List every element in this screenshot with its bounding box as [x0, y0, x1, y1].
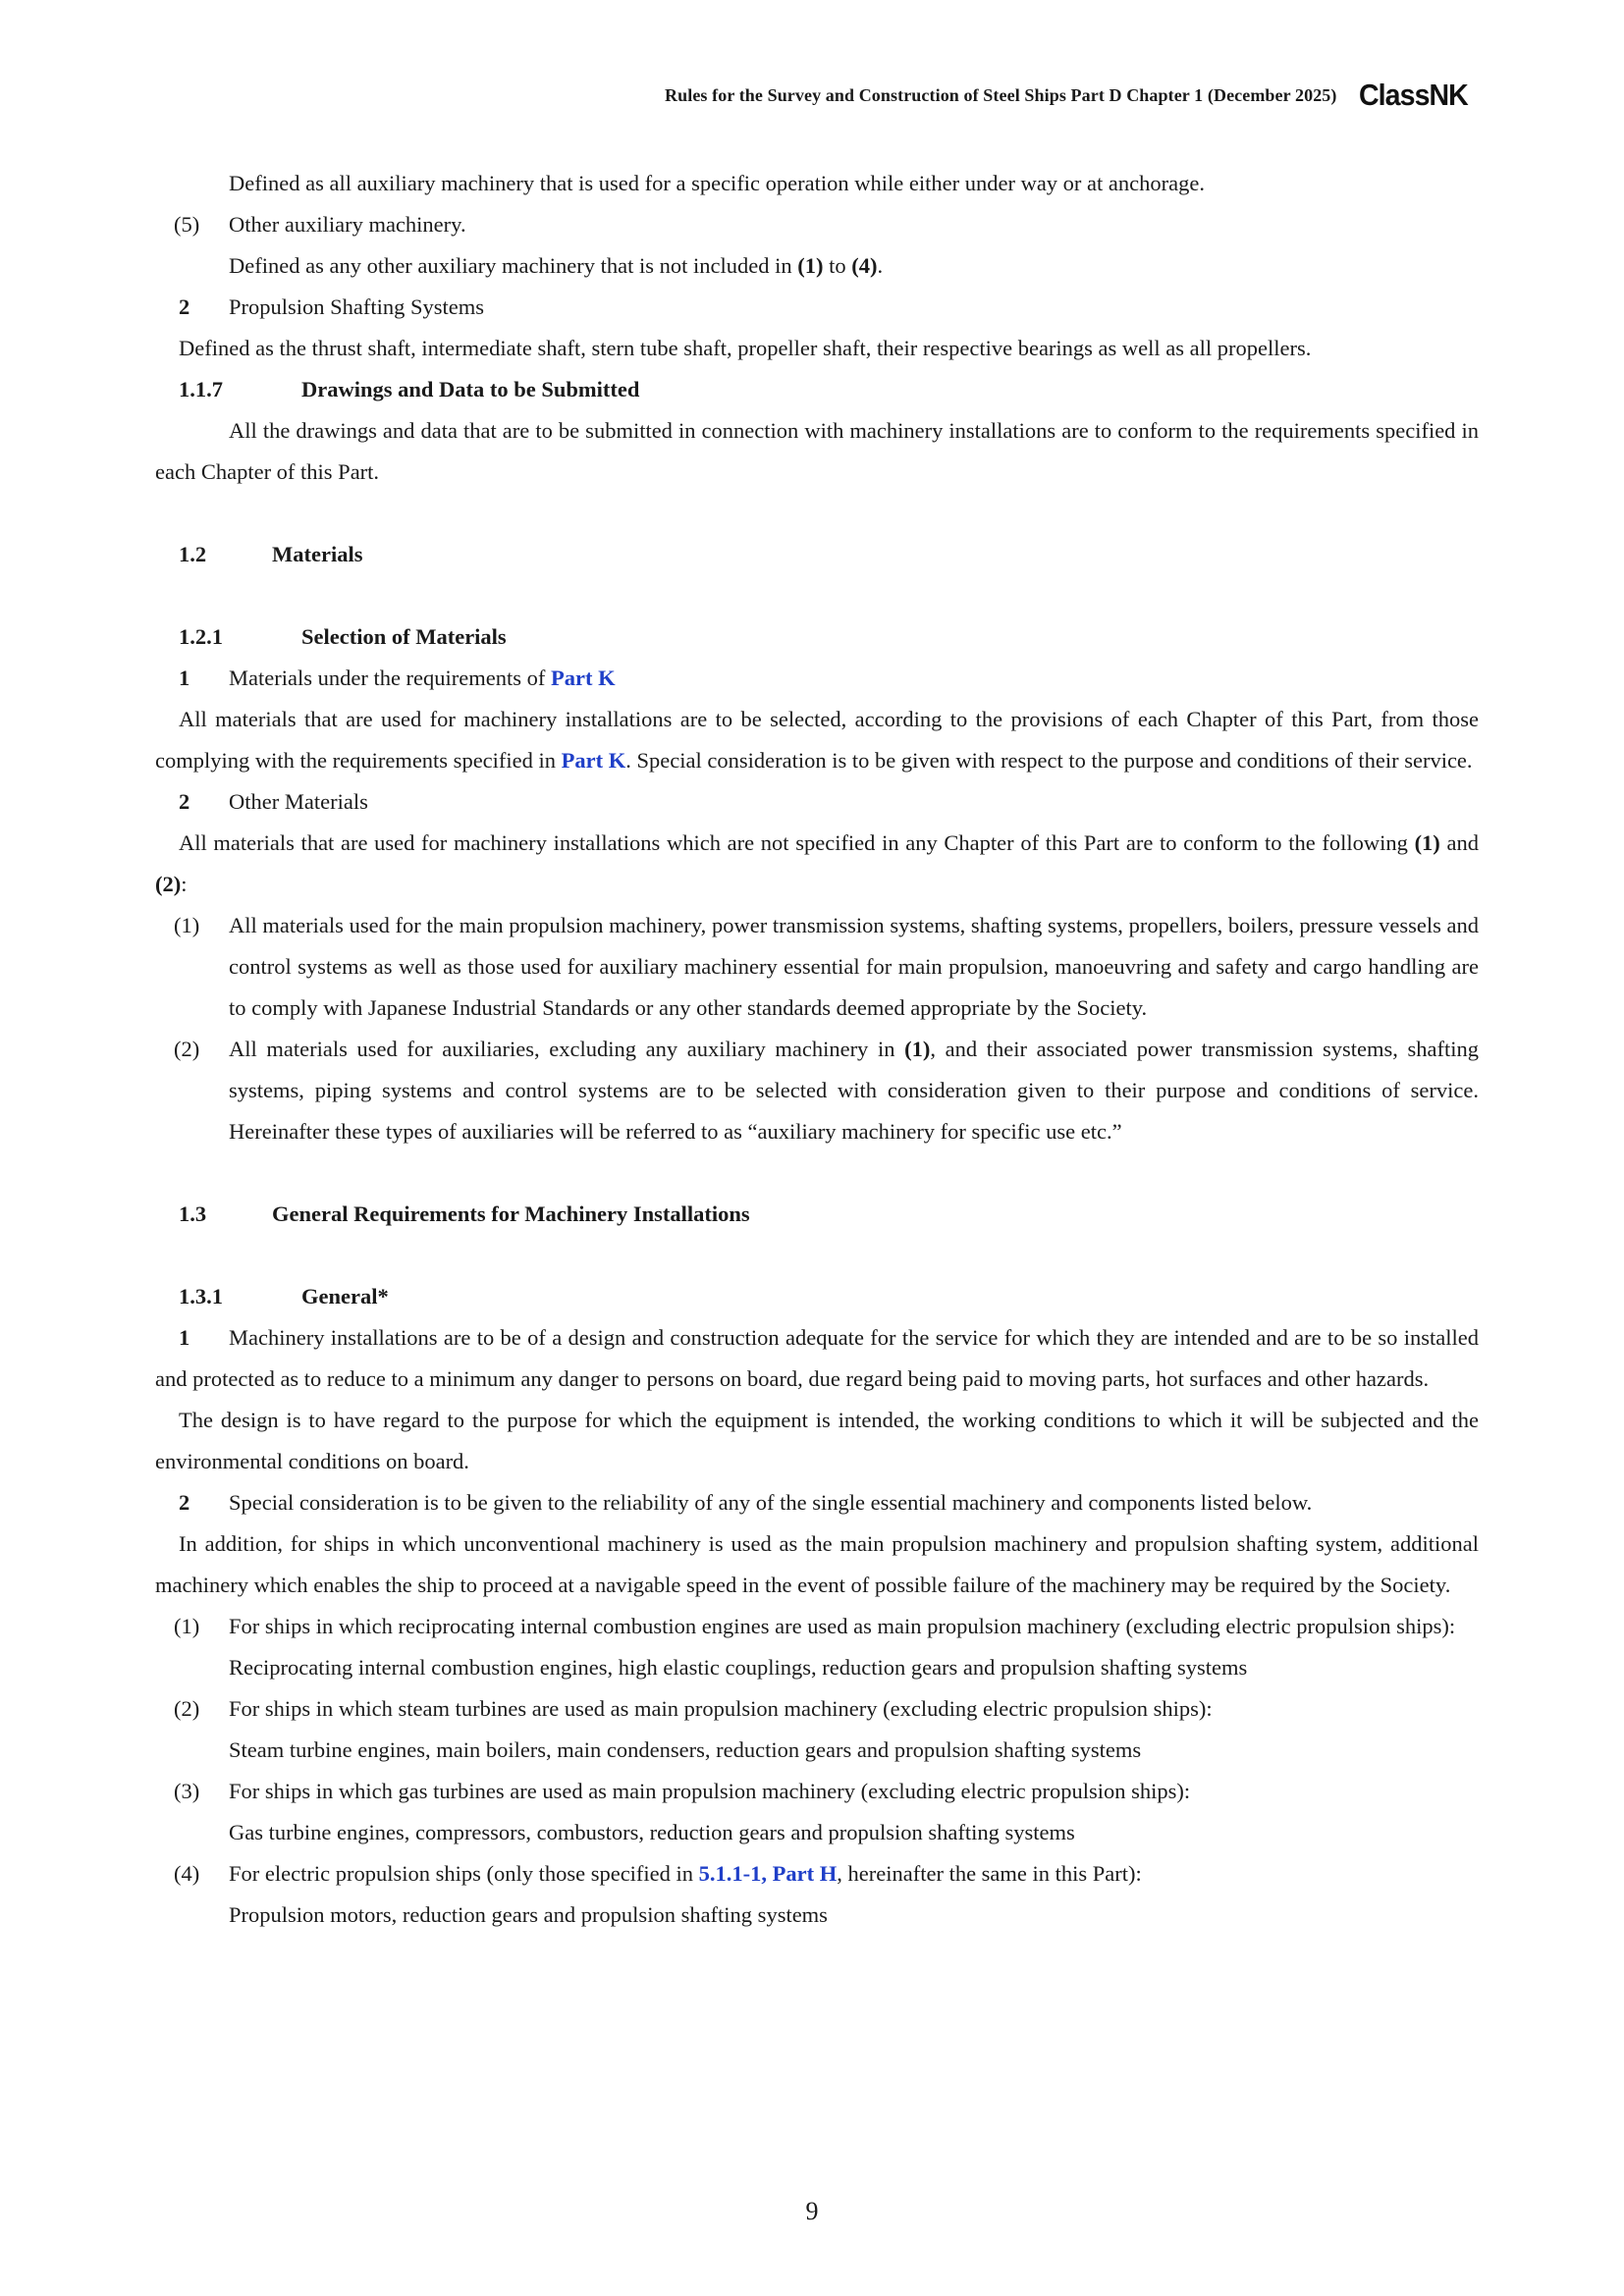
list-item: (2) All materials used for auxiliaries, excluding any auxiliary machinery in (1), and their associated power transmission systems, shafting systems, piping systems and control systems are to be selected with consideration given to their purpose and conditions of service. Hereinafter these types of auxiliaries will be referred to as “auxiliary machinery for specific use etc.”	[155, 1029, 1479, 1152]
subsection-heading: 1.1.7 Drawings and Data to be Submitted	[179, 377, 640, 401]
paragraph: Defined as all auxiliary machinery that is used for a specific operation while either under way or at anchorage.	[229, 171, 1205, 195]
list-item: (2) For ships in which steam turbines are used as main propulsion machinery (excluding electric propulsion ships):	[155, 1688, 1479, 1730]
list-marker: (1)	[174, 913, 200, 937]
part-k-link[interactable]: Part K	[561, 748, 626, 773]
list-marker: (2)	[174, 1037, 200, 1061]
numbered-paragraph: 1 Materials under the requirements of Part K	[179, 666, 616, 690]
numbered-paragraph: 2 Other Materials	[179, 789, 368, 814]
classnk-logo: ClassNK	[1358, 78, 1468, 112]
list-item-detail: Reciprocating internal combustion engines, high elastic couplings, reduction gears and propulsion shafting systems	[229, 1655, 1248, 1680]
list-marker: (1)	[174, 1614, 200, 1638]
header-title: Rules for the Survey and Construction of Steel Ships Part D Chapter 1 (December 2025)	[665, 85, 1337, 105]
list-marker: (4)	[174, 1861, 200, 1886]
numbered-paragraph: 1 Machinery installations are to be of a design and construction adequate for the service for which they are intended and are to be so installed and protected as to reduce to a minimum any danger to persons on board, due regard being paid to moving parts, hot surfaces and other hazards.	[155, 1325, 1479, 1391]
page-header	[665, 75, 1477, 116]
list-item-detail: Propulsion motors, reduction gears and propulsion shafting systems	[229, 1902, 828, 1927]
list-marker: (2)	[174, 1696, 200, 1721]
list-item: (5) Other auxiliary machinery.	[155, 204, 1479, 245]
paragraph: In addition, for ships in which unconventional machinery is used as the main propulsion machinery and propulsion shafting system, additional machinery which enables the ship to proceed at a navigable speed in the event of possible failure of the machinery may be required by the Society.	[155, 1531, 1479, 1597]
subsection-heading: 1.2.1 Selection of Materials	[179, 624, 507, 649]
numbered-paragraph: 2 Special consideration is to be given to the reliability of any of the single essential machinery and components listed below.	[179, 1490, 1313, 1515]
paragraph: Defined as the thrust shaft, intermediate shaft, stern tube shaft, propeller shaft, their respective bearings as well as all propellers.	[179, 336, 1312, 360]
part-h-link[interactable]: 5.1.1-1, Part H	[698, 1861, 838, 1886]
part-k-link[interactable]: Part K	[551, 666, 616, 690]
paragraph: All materials that are used for machinery installations are to be selected, according to the provisions of each Chapter of this Part, from those complying with the requirements specified in Part K. Special consideration is to be given with respect to the purpose and conditions of their service.	[155, 707, 1479, 773]
numbered-paragraph: 2 Propulsion Shafting Systems	[179, 294, 485, 319]
list-item: (4) For electric propulsion ships (only those specified in 5.1.1-1, Part H, hereinafter the same in this Part):	[155, 1853, 1479, 1895]
list-item: (1) All materials used for the main propulsion machinery, power transmission systems, shafting systems, propellers, boilers, pressure vessels and control systems as well as those used for auxiliary machinery essential for main propulsion, manoeuvring and safety and cargo handling are to comply with Japanese Industrial Standards or any other standards deemed appropriate by the Society.	[155, 905, 1479, 1029]
paragraph: The design is to have regard to the purpose for which the equipment is intended, the working conditions to which it will be subjected and the environmental conditions on board.	[155, 1408, 1479, 1473]
section-heading: 1.2 Materials	[179, 542, 363, 566]
paragraph: Defined as any other auxiliary machinery that is not included in (1) to (4).	[229, 253, 884, 278]
page-number: 9	[805, 2197, 819, 2225]
list-item-detail: Gas turbine engines, compressors, combustors, reduction gears and propulsion shafting systems	[229, 1820, 1075, 1844]
document-body	[155, 163, 1479, 1936]
list-item-detail: Steam turbine engines, main boilers, main condensers, reduction gears and propulsion shafting systems	[229, 1737, 1142, 1762]
subsection-heading: 1.3.1 General*	[179, 1284, 389, 1308]
list-item: (3) For ships in which gas turbines are used as main propulsion machinery (excluding electric propulsion ships):	[155, 1771, 1479, 1812]
paragraph: All the drawings and data that are to be submitted in connection with machinery installations are to conform to the requirements specified in each Chapter of this Part.	[155, 418, 1479, 484]
list-item: (1) For ships in which reciprocating internal combustion engines are used as main propulsion machinery (excluding electric propulsion ships):	[155, 1606, 1479, 1647]
section-heading: 1.3 General Requirements for Machinery Installations	[179, 1201, 750, 1226]
paragraph: All materials that are used for machinery installations which are not specified in any Chapter of this Part are to conform to the following (1) and (2):	[155, 830, 1479, 896]
list-marker: (3)	[174, 1779, 200, 1803]
list-marker: (5)	[174, 212, 200, 237]
